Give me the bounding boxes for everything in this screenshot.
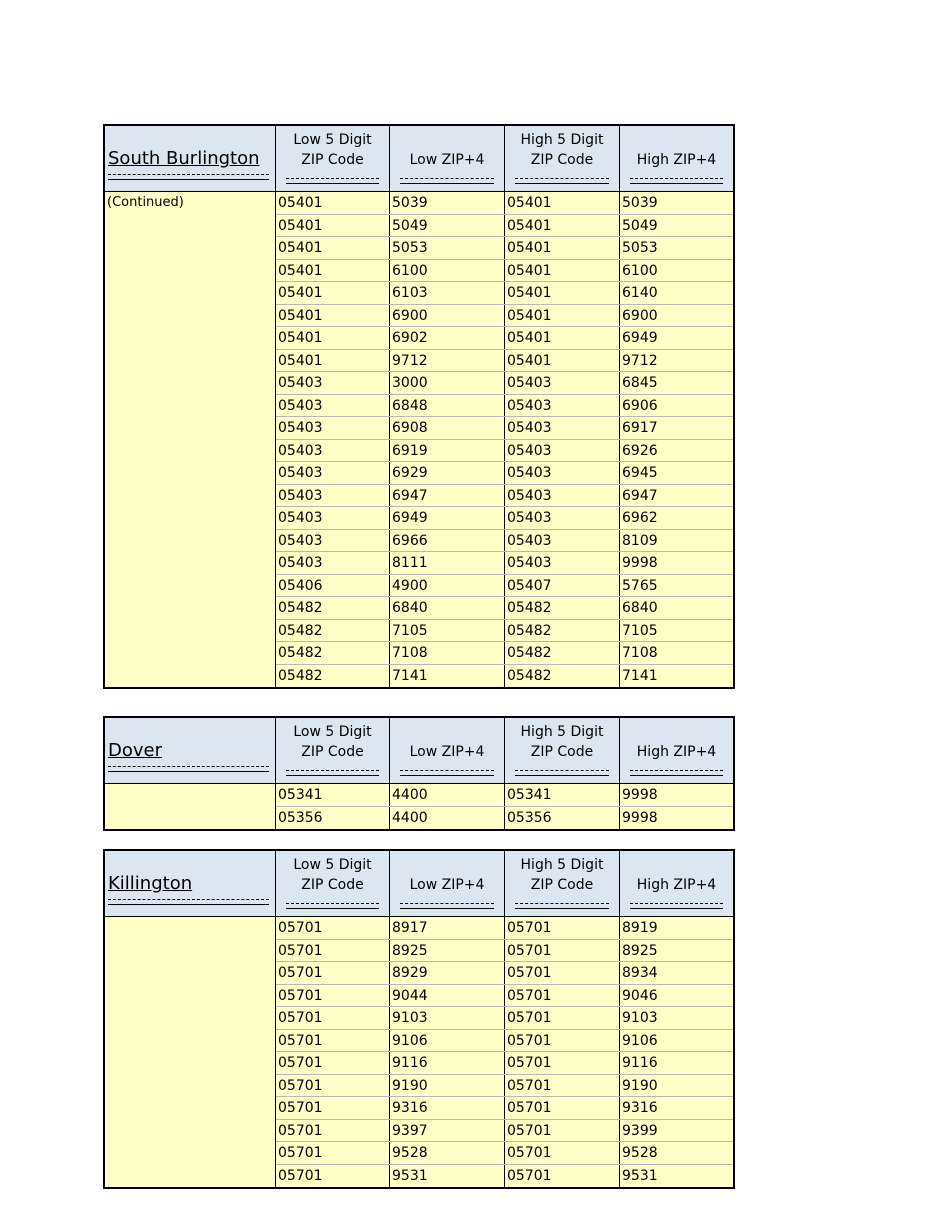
low-zip4-header — [390, 851, 505, 916]
table-row — [276, 784, 733, 807]
high-zip4-cell: 9046 — [622, 987, 658, 1004]
table-row — [276, 237, 733, 260]
high-5-digit-cell: 05701 — [505, 1030, 620, 1052]
low-5-digit-cell: 05401 — [276, 260, 390, 282]
high-5-digit-cell: 05482 — [505, 620, 620, 642]
dashed-divider — [630, 770, 723, 771]
high-zip4-cell: 8934 — [622, 965, 658, 981]
column-label-line: Low ZIP+4 — [409, 877, 485, 893]
low-zip4-cell: 6947 — [390, 485, 505, 507]
column-label — [620, 150, 733, 170]
high-5-digit-cell: 05403 — [505, 372, 620, 394]
zip-table-killington — [103, 849, 735, 1189]
low-zip4-cell: 8917 — [390, 917, 505, 939]
high-zip4-cell: 6926 — [622, 442, 658, 459]
table-body — [105, 192, 733, 687]
column-label-line: High 5 Digit — [520, 724, 604, 740]
table-header — [105, 718, 733, 784]
low-zip4-cell: 3000 — [390, 372, 505, 394]
city-note-cell — [105, 784, 276, 829]
low-zip4-cell: 6840 — [390, 597, 505, 619]
column-label — [505, 855, 619, 895]
low-zip4-header — [390, 126, 505, 191]
low-zip4-cell: 6949 — [390, 507, 505, 529]
high-5-digit-cell: 05482 — [505, 642, 620, 664]
high-zip4-cell: 5039 — [622, 195, 658, 211]
column-label — [620, 875, 733, 895]
solid-divider — [286, 775, 379, 776]
solid-divider — [400, 183, 494, 184]
table-row — [276, 440, 733, 463]
dashed-divider — [630, 903, 723, 904]
low-5-digit-cell: 05482 — [276, 597, 390, 619]
low-zip4-cell: 9316 — [390, 1097, 505, 1119]
table-row — [276, 507, 733, 530]
column-label — [276, 722, 389, 762]
low-zip4-header — [390, 718, 505, 783]
table-row — [276, 192, 733, 215]
table-row — [276, 807, 733, 830]
low-zip4-cell: 6929 — [390, 462, 505, 484]
column-label — [276, 130, 389, 170]
column-label — [390, 150, 504, 170]
high-zip4-cell: 7105 — [622, 622, 658, 639]
high-5-digit-cell: 05701 — [505, 1165, 620, 1188]
high-5-digit-cell: 05701 — [505, 1097, 620, 1119]
high-5-digit-cell: 05401 — [505, 350, 620, 372]
solid-divider — [515, 908, 609, 909]
high-5-digit-cell: 05401 — [505, 305, 620, 327]
low-5-digit-cell: 05701 — [276, 1142, 390, 1164]
column-label-line: High 5 Digit — [520, 857, 604, 873]
high-5-digit-header — [505, 718, 620, 783]
low-5-digit-cell: 05401 — [276, 350, 390, 372]
high-zip4-cell: 6100 — [622, 262, 658, 279]
solid-divider — [108, 179, 269, 180]
low-5-digit-cell: 05701 — [276, 1052, 390, 1074]
table-row — [276, 462, 733, 485]
low-5-digit-cell: 05482 — [276, 665, 390, 688]
table-row — [276, 985, 733, 1008]
solid-divider — [630, 183, 723, 184]
low-zip4-cell: 7141 — [390, 665, 505, 688]
low-5-digit-cell: 05701 — [276, 917, 390, 939]
high-zip4-cell: 7108 — [622, 645, 658, 661]
column-label — [505, 722, 619, 762]
low-5-digit-cell: 05403 — [276, 507, 390, 529]
high-5-digit-cell: 05701 — [505, 1120, 620, 1142]
table-row — [276, 1120, 733, 1143]
low-zip4-cell: 6103 — [390, 282, 505, 304]
solid-divider — [108, 771, 269, 772]
high-zip4-cell: 9103 — [622, 1010, 658, 1026]
column-label-line: ZIP Code — [530, 877, 594, 893]
low-zip4-cell: 5039 — [390, 192, 505, 214]
high-zip4-cell: 8919 — [622, 920, 658, 936]
low-zip4-cell: 6919 — [390, 440, 505, 462]
table-row — [276, 917, 733, 940]
low-zip4-cell: 6908 — [390, 417, 505, 439]
solid-divider — [630, 908, 723, 909]
table-row — [276, 485, 733, 508]
high-zip4-cell: 6140 — [622, 285, 658, 301]
column-label-line: Low 5 Digit — [293, 132, 372, 148]
column-label-line: ZIP Code — [530, 744, 594, 760]
high-zip4-cell: 9528 — [622, 1145, 658, 1161]
table-row — [276, 305, 733, 328]
low-5-digit-cell: 05401 — [276, 327, 390, 349]
high-5-digit-header — [505, 851, 620, 916]
table-row — [276, 350, 733, 373]
low-5-digit-cell: 05401 — [276, 215, 390, 237]
low-zip4-cell: 7108 — [390, 642, 505, 664]
high-5-digit-cell: 05407 — [505, 575, 620, 597]
table-row — [276, 962, 733, 985]
table-header — [105, 126, 733, 192]
high-5-digit-cell: 05401 — [505, 327, 620, 349]
low-5-digit-cell: 05403 — [276, 462, 390, 484]
low-5-digit-cell: 05403 — [276, 530, 390, 552]
low-5-digit-cell: 05701 — [276, 985, 390, 1007]
low-5-digit-cell: 05403 — [276, 395, 390, 417]
city-name: South Burlington — [108, 148, 260, 169]
table-row — [276, 665, 733, 688]
city-header — [105, 851, 276, 916]
high-5-digit-cell: 05482 — [505, 597, 620, 619]
low-5-digit-cell: 05403 — [276, 485, 390, 507]
low-5-digit-cell: 05401 — [276, 282, 390, 304]
low-5-digit-cell: 05401 — [276, 192, 390, 214]
solid-divider — [108, 904, 269, 905]
low-5-digit-cell: 05403 — [276, 372, 390, 394]
dashed-divider — [286, 770, 379, 771]
high-5-digit-cell: 05401 — [505, 282, 620, 304]
high-zip4-cell: 9190 — [622, 1077, 658, 1094]
city-note-cell — [105, 917, 276, 1187]
high-5-digit-cell: 05701 — [505, 917, 620, 939]
high-zip4-cell: 9116 — [622, 1055, 658, 1071]
table-row — [276, 597, 733, 620]
high-zip4-cell: 6949 — [622, 330, 658, 346]
low-zip4-cell: 5049 — [390, 215, 505, 237]
low-zip4-cell: 5053 — [390, 237, 505, 259]
table-row — [276, 215, 733, 238]
low-zip4-cell: 8929 — [390, 962, 505, 984]
high-zip4-cell: 6906 — [622, 397, 658, 414]
high-5-digit-cell: 05701 — [505, 962, 620, 984]
column-label-line: ZIP Code — [301, 152, 364, 168]
low-5-digit-cell: 05701 — [276, 1165, 390, 1188]
solid-divider — [286, 908, 379, 909]
solid-divider — [400, 908, 494, 909]
high-5-digit-cell: 05701 — [505, 985, 620, 1007]
low-zip4-cell: 6900 — [390, 305, 505, 327]
low-5-digit-cell: 05401 — [276, 237, 390, 259]
column-label-line: ZIP Code — [530, 152, 594, 168]
low-5-digit-header — [276, 126, 390, 191]
low-5-digit-cell: 05482 — [276, 620, 390, 642]
high-zip4-cell: 9998 — [622, 809, 658, 826]
table-row — [276, 642, 733, 665]
low-5-digit-cell: 05701 — [276, 1030, 390, 1052]
low-zip4-cell: 6966 — [390, 530, 505, 552]
high-zip4-cell: 9998 — [622, 787, 658, 803]
high-zip4-cell: 6840 — [622, 600, 658, 616]
table-row — [276, 1097, 733, 1120]
dashed-divider — [286, 903, 379, 904]
column-label-line: Low 5 Digit — [293, 724, 372, 740]
table-row — [276, 530, 733, 553]
low-zip4-cell: 9531 — [390, 1165, 505, 1188]
low-zip4-cell: 7105 — [390, 620, 505, 642]
high-5-digit-cell: 05401 — [505, 237, 620, 259]
column-label — [276, 855, 389, 895]
high-5-digit-cell: 05403 — [505, 440, 620, 462]
low-5-digit-cell: 05406 — [276, 575, 390, 597]
table-row — [276, 282, 733, 305]
table-row — [276, 327, 733, 350]
column-label-line: Low ZIP+4 — [409, 152, 485, 168]
column-label — [505, 130, 619, 170]
low-5-digit-cell: 05403 — [276, 417, 390, 439]
column-label-line: ZIP Code — [301, 877, 364, 893]
continued-note: (Continued) — [107, 195, 184, 210]
table-row — [276, 1007, 733, 1030]
dashed-divider — [515, 770, 609, 771]
high-5-digit-cell: 05403 — [505, 395, 620, 417]
zip-table-south-burlington — [103, 124, 735, 689]
high-zip4-cell: 9998 — [622, 555, 658, 571]
dashed-divider — [400, 178, 494, 179]
table-row — [276, 1142, 733, 1165]
high-5-digit-cell: 05403 — [505, 485, 620, 507]
dashed-divider — [108, 174, 269, 175]
high-5-digit-cell: 05701 — [505, 940, 620, 962]
high-zip4-header — [620, 851, 733, 916]
column-label-line: High ZIP+4 — [636, 152, 717, 168]
low-zip4-cell: 6902 — [390, 327, 505, 349]
high-zip4-cell: 9712 — [622, 352, 658, 369]
dashed-divider — [515, 903, 609, 904]
high-5-digit-cell: 05701 — [505, 1075, 620, 1097]
low-zip4-cell: 9190 — [390, 1075, 505, 1097]
solid-divider — [515, 775, 609, 776]
low-5-digit-cell: 05701 — [276, 1075, 390, 1097]
high-zip4-header — [620, 126, 733, 191]
high-5-digit-cell: 05401 — [505, 192, 620, 214]
dashed-divider — [286, 178, 379, 179]
high-zip4-cell: 5765 — [622, 577, 658, 594]
column-label-line: High ZIP+4 — [636, 877, 717, 893]
table-row — [276, 1030, 733, 1053]
city-name: Killington — [108, 873, 193, 894]
high-zip4-cell: 6947 — [622, 487, 658, 504]
low-zip4-cell: 4900 — [390, 575, 505, 597]
high-zip4-cell: 6917 — [622, 420, 658, 436]
table-body — [105, 917, 733, 1187]
low-5-digit-cell: 05401 — [276, 305, 390, 327]
high-5-digit-cell: 05701 — [505, 1142, 620, 1164]
high-zip4-cell: 7141 — [622, 667, 658, 684]
column-label-line: Low ZIP+4 — [409, 744, 485, 760]
table-row — [276, 620, 733, 643]
solid-divider — [630, 775, 723, 776]
city-note-cell — [105, 192, 276, 687]
solid-divider — [515, 183, 609, 184]
table-row — [276, 395, 733, 418]
table-body — [105, 784, 733, 829]
low-zip4-cell: 9397 — [390, 1120, 505, 1142]
low-zip4-cell: 8925 — [390, 940, 505, 962]
high-zip4-header — [620, 718, 733, 783]
high-5-digit-cell: 05401 — [505, 260, 620, 282]
high-zip4-cell: 5053 — [622, 240, 658, 256]
low-5-digit-cell: 05403 — [276, 552, 390, 574]
low-5-digit-cell: 05482 — [276, 642, 390, 664]
city-header — [105, 126, 276, 191]
table-row — [276, 1075, 733, 1098]
table-header — [105, 851, 733, 917]
high-5-digit-header — [505, 126, 620, 191]
high-zip4-cell: 6900 — [622, 307, 658, 324]
high-zip4-cell: 9106 — [622, 1032, 658, 1049]
column-label — [390, 742, 504, 762]
high-zip4-cell: 8109 — [622, 532, 658, 549]
dashed-divider — [400, 770, 494, 771]
table-row — [276, 552, 733, 575]
high-5-digit-cell: 05701 — [505, 1007, 620, 1029]
low-zip4-cell: 6100 — [390, 260, 505, 282]
high-5-digit-cell: 05356 — [505, 807, 620, 830]
column-label-line: High 5 Digit — [520, 132, 604, 148]
table-row — [276, 372, 733, 395]
table-row — [276, 260, 733, 283]
low-5-digit-cell: 05701 — [276, 1120, 390, 1142]
table-row — [276, 940, 733, 963]
dashed-divider — [108, 766, 269, 767]
low-zip4-cell: 6848 — [390, 395, 505, 417]
column-label-line: ZIP Code — [301, 744, 364, 760]
high-5-digit-cell: 05403 — [505, 462, 620, 484]
low-5-digit-cell: 05341 — [276, 784, 390, 806]
high-5-digit-cell: 05403 — [505, 417, 620, 439]
column-label-line: High ZIP+4 — [636, 744, 717, 760]
column-label-line: Low 5 Digit — [293, 857, 372, 873]
table-row — [276, 1052, 733, 1075]
city-name: Dover — [108, 740, 162, 761]
table-row — [276, 417, 733, 440]
low-5-digit-cell: 05403 — [276, 440, 390, 462]
high-zip4-cell: 9399 — [622, 1122, 658, 1139]
low-zip4-cell: 9044 — [390, 985, 505, 1007]
city-header — [105, 718, 276, 783]
low-5-digit-header — [276, 718, 390, 783]
high-zip4-cell: 6945 — [622, 465, 658, 481]
solid-divider — [400, 775, 494, 776]
high-zip4-cell: 8925 — [622, 942, 658, 959]
dashed-divider — [108, 899, 269, 900]
high-zip4-cell: 5049 — [622, 217, 658, 234]
high-5-digit-cell: 05403 — [505, 507, 620, 529]
low-5-digit-cell: 05701 — [276, 962, 390, 984]
dashed-divider — [630, 178, 723, 179]
dashed-divider — [515, 178, 609, 179]
zip-table-dover — [103, 716, 735, 831]
high-5-digit-cell: 05701 — [505, 1052, 620, 1074]
dashed-divider — [400, 903, 494, 904]
low-5-digit-cell: 05701 — [276, 1007, 390, 1029]
low-5-digit-cell: 05356 — [276, 807, 390, 830]
column-label — [620, 742, 733, 762]
solid-divider — [286, 183, 379, 184]
low-zip4-cell: 4400 — [390, 784, 505, 806]
low-5-digit-cell: 05701 — [276, 940, 390, 962]
high-zip4-cell: 6962 — [622, 510, 658, 526]
low-zip4-cell: 9712 — [390, 350, 505, 372]
low-zip4-cell: 9106 — [390, 1030, 505, 1052]
high-zip4-cell: 9316 — [622, 1100, 658, 1116]
low-zip4-cell: 9103 — [390, 1007, 505, 1029]
high-5-digit-cell: 05341 — [505, 784, 620, 806]
high-5-digit-cell: 05482 — [505, 665, 620, 688]
low-zip4-cell: 9116 — [390, 1052, 505, 1074]
low-5-digit-cell: 05701 — [276, 1097, 390, 1119]
high-zip4-cell: 9531 — [622, 1167, 658, 1184]
low-zip4-cell: 8111 — [390, 552, 505, 574]
low-zip4-cell: 4400 — [390, 807, 505, 830]
high-5-digit-cell: 05403 — [505, 552, 620, 574]
high-5-digit-cell: 05403 — [505, 530, 620, 552]
column-label — [390, 875, 504, 895]
table-row — [276, 1165, 733, 1188]
low-5-digit-header — [276, 851, 390, 916]
low-zip4-cell: 9528 — [390, 1142, 505, 1164]
high-5-digit-cell: 05401 — [505, 215, 620, 237]
high-zip4-cell: 6845 — [622, 375, 658, 391]
table-row — [276, 575, 733, 598]
